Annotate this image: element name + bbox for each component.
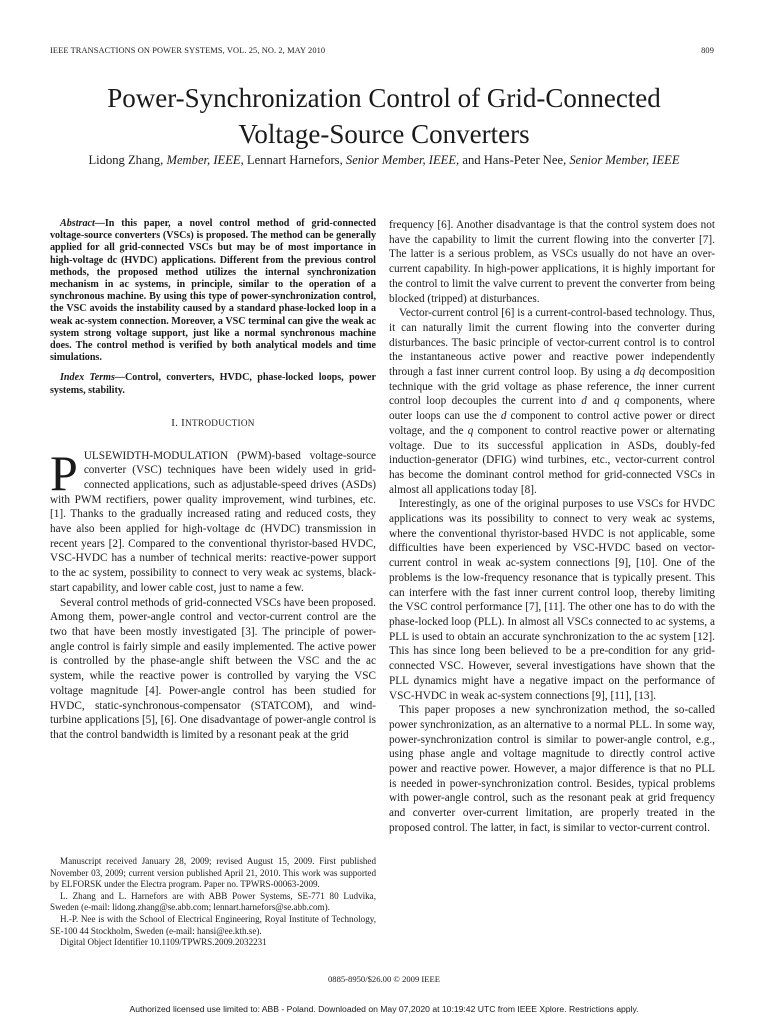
section-title-initial: I	[181, 416, 186, 429]
footnote-affiliation-1: L. Zhang and L. Harnefors are with ABB Power Systems, SE-771 80 Ludvika, Sweden (e-mail: lidong.zhang@se.abb.com; lennart.harnefors@se.abb.com).	[50, 890, 376, 913]
intro-paragraph-1-text: ULSEWIDTH-MODULATION (PWM)-based voltage-source converter (VSC) techniques have been widely used in grid-connected applications, such as adjustable-speed drives (ASDs) with PWM rectifiers, power quality improvement, wind turbines, etc. [1]. Thanks to the gradually increased rating and reduced costs, they have also been applied for high-voltage dc (HVDC) transmission in recent years [2]. Compared to the conventional thyristor-based HVDC, VSC-HVDC has a number of technical merits: reactive-power support to the ac system, possibility to connect to very weak ac systems, black-start capability, and lower cable cost, just to name a few.	[50, 449, 376, 594]
index-terms-lead: Index Terms—	[60, 372, 126, 384]
text-run: component to control reactive power or alternating voltage. Due to its successful application in ASDs, doubly-fed induction-generator (DFIG) wind turbines, etc., vector-current control has become the dominant control method for grid-connected VSCs in almost all applications today [8].	[389, 424, 715, 496]
author-name: Lennart Harnefors,	[246, 153, 343, 167]
author-list	[20, 153, 748, 168]
math-d: d	[581, 395, 587, 408]
math-dq: dq	[633, 366, 646, 379]
right-column	[389, 218, 715, 836]
right-paragraph-1: frequency [6]. Another disadvantage is that the control system does not have the capability to limit the current flowing into the converter [7]. The latter is a serious problem, as VSCs usually do not have an over-current capability. In high-power applications, it is highly important for the control to limit the valve current to prevent the converter from being blocked (tripped) at disturbances.	[389, 219, 715, 305]
running-head	[50, 46, 714, 55]
text-run: component to control active power or direct voltage, and the	[389, 410, 715, 437]
math-q: q	[467, 424, 474, 437]
title-line-2: Voltage-Source Converters	[238, 119, 530, 149]
author-role: Senior Member, IEEE,	[345, 153, 460, 167]
author-name: Lidong Zhang,	[88, 153, 164, 167]
math-q: q	[613, 395, 620, 408]
left-column	[50, 218, 376, 743]
section-heading-introduction	[50, 416, 376, 431]
footnotes	[50, 856, 376, 949]
index-terms	[50, 372, 376, 396]
section-number: I.	[171, 416, 179, 429]
drop-cap: P	[50, 444, 78, 501]
paper-title	[40, 80, 728, 152]
right-paragraph-4: This paper proposes a new synchronization method, the so-called power synchronization, as an alternative to a normal PLL. In some way, power-synchronization control is similar to power-angle control, e.g., using phase angle and voltage magnitude to directly control active power and reactive power. However, a major difference is that no PLL is needed in power-synchronization control. Besides, typical problems with power-angle control, such as the resonant peak at grid frequency and converter over-current limitation, are properly treated in the proposed control. The latter, in fact, is similar to vector-current control.	[389, 704, 715, 834]
section-title-rest: NTRODUCTION	[185, 417, 255, 428]
footnote-manuscript: Manuscript received January 28, 2009; revised August 15, 2009. First published November 03, 2009; current version published April 21, 2010. This work was supported by ELFORSK under the Electra program. Paper no. TPWRS-00063-2009.	[50, 856, 376, 890]
footnote-doi: Digital Object Identifier 10.1109/TPWRS.2009.2032231	[60, 937, 267, 948]
abstract	[50, 218, 376, 364]
text-run: components, where outer loops can use the	[389, 395, 715, 423]
abstract-lead: Abstract—	[60, 218, 105, 229]
copyright-line: 0885-8950/$26.00 © 2009 IEEE	[327, 974, 441, 984]
footnote-affiliation-2: H.-P. Nee is with the School of Electrical Engineering, Royal Institute of Technology, SE-100 44 Stockholm, Sweden (e-mail: hansi@ee.kth.se).	[50, 913, 376, 936]
author-name: and Hans-Peter Nee,	[462, 153, 567, 167]
intro-paragraph-2: Several control methods of grid-connected VSCs have been proposed. Among them, power-angle control and vector-current control are the two that have been mostly investigated [3]. The principle of power-angle control is fairly simple and easily implemented. The active power is controlled by the phase-angle shift between the VSC and the ac system, while the reactive power is controlled by varying the VSC voltage magnitude [4]. Power-angle control has been studied for HVDC, static-synchronous-compensator (STATCOM), and wind-turbine applications [5], [6]. One disadvantage of power-angle control is that the control bandwidth is limited by a resonant peak at the grid	[50, 596, 376, 741]
title-line-1: Power-Synchronization Control of Grid-Connected	[107, 83, 661, 113]
license-notice: Authorized licensed use limited to: ABB - Poland. Downloaded on May 07,2020 at 10:19:42 UTC from IEEE Xplore. Restrictions apply.	[129, 1004, 639, 1014]
page-number: 809	[701, 46, 714, 55]
text-run: decomposition technique with the grid voltage as phase reference, the inner current control loop decouples the current into	[389, 366, 715, 408]
journal-citation: IEEE TRANSACTIONS ON POWER SYSTEMS, VOL. 25, NO. 2, MAY 2010	[50, 46, 326, 55]
index-terms-text: Control, converters, HVDC, phase-locked loops, power systems, stability.	[50, 372, 376, 396]
abstract-text: In this paper, a novel control method of grid-connected voltage-source converters (VSCs) is proposed. The method can be generally applied for all grid-connected VSCs but may be of most importance in high-voltage dc (HVDC) applications. Different from the previous control methods, the proposed method utilizes the internal synchronization mechanism in ac systems, in principle, similar to the operation of a synchronous machine. By using this type of power-synchronization control, the VSC avoids the instability caused by a standard phase-locked loop in a weak ac-system connection. Moreover, a VSC terminal can give the weak ac system strong voltage support, just like a normal synchronous machine does. The control method is verified by both analytical models and time simulations.	[50, 218, 376, 364]
intro-paragraph-1	[50, 444, 376, 596]
right-paragraph-3: Interestingly, as one of the original purposes to use VSCs for HVDC applications was its possibility to connect to very weak ac systems, where the conventional thyristor-based HVDC is not applicable, some difficulties have been experienced by VSC-HVDC based on vector-current control in weak ac-system connections [9], [10]. One of the problems is the low-frequency resonance that is typically present. This can interfere with the fast inner current control loop, thereby limiting the VSC control performance [7], [11]. The other one has to do with the phase-locked loop (PLL). In almost all VSCs connected to ac systems, a PLL is used to obtain an accurate synchronization to the ac system [12]. This has since long been believed to be a pre-condition for any grid-connected VSC. However, several investigations have shown that the PLL dynamics might have a negative impact on the performance of VSC-HVDC in weak ac-system connections [9], [11], [13].	[389, 498, 715, 702]
text-run: Vector-current control [6] is a current-control-based technology. Thus, it can naturally limit the current flowing into the converter during disturbances. The basic principle of vector-current control is to control the instantaneous active power and reactive power independently through a fast inner current control loop. By using a	[389, 307, 715, 379]
text-run: and	[586, 395, 614, 408]
math-d: d	[500, 410, 507, 423]
right-paragraph-2	[389, 306, 715, 497]
author-role: Member, IEEE,	[166, 153, 244, 167]
author-role: Senior Member, IEEE	[569, 153, 680, 167]
